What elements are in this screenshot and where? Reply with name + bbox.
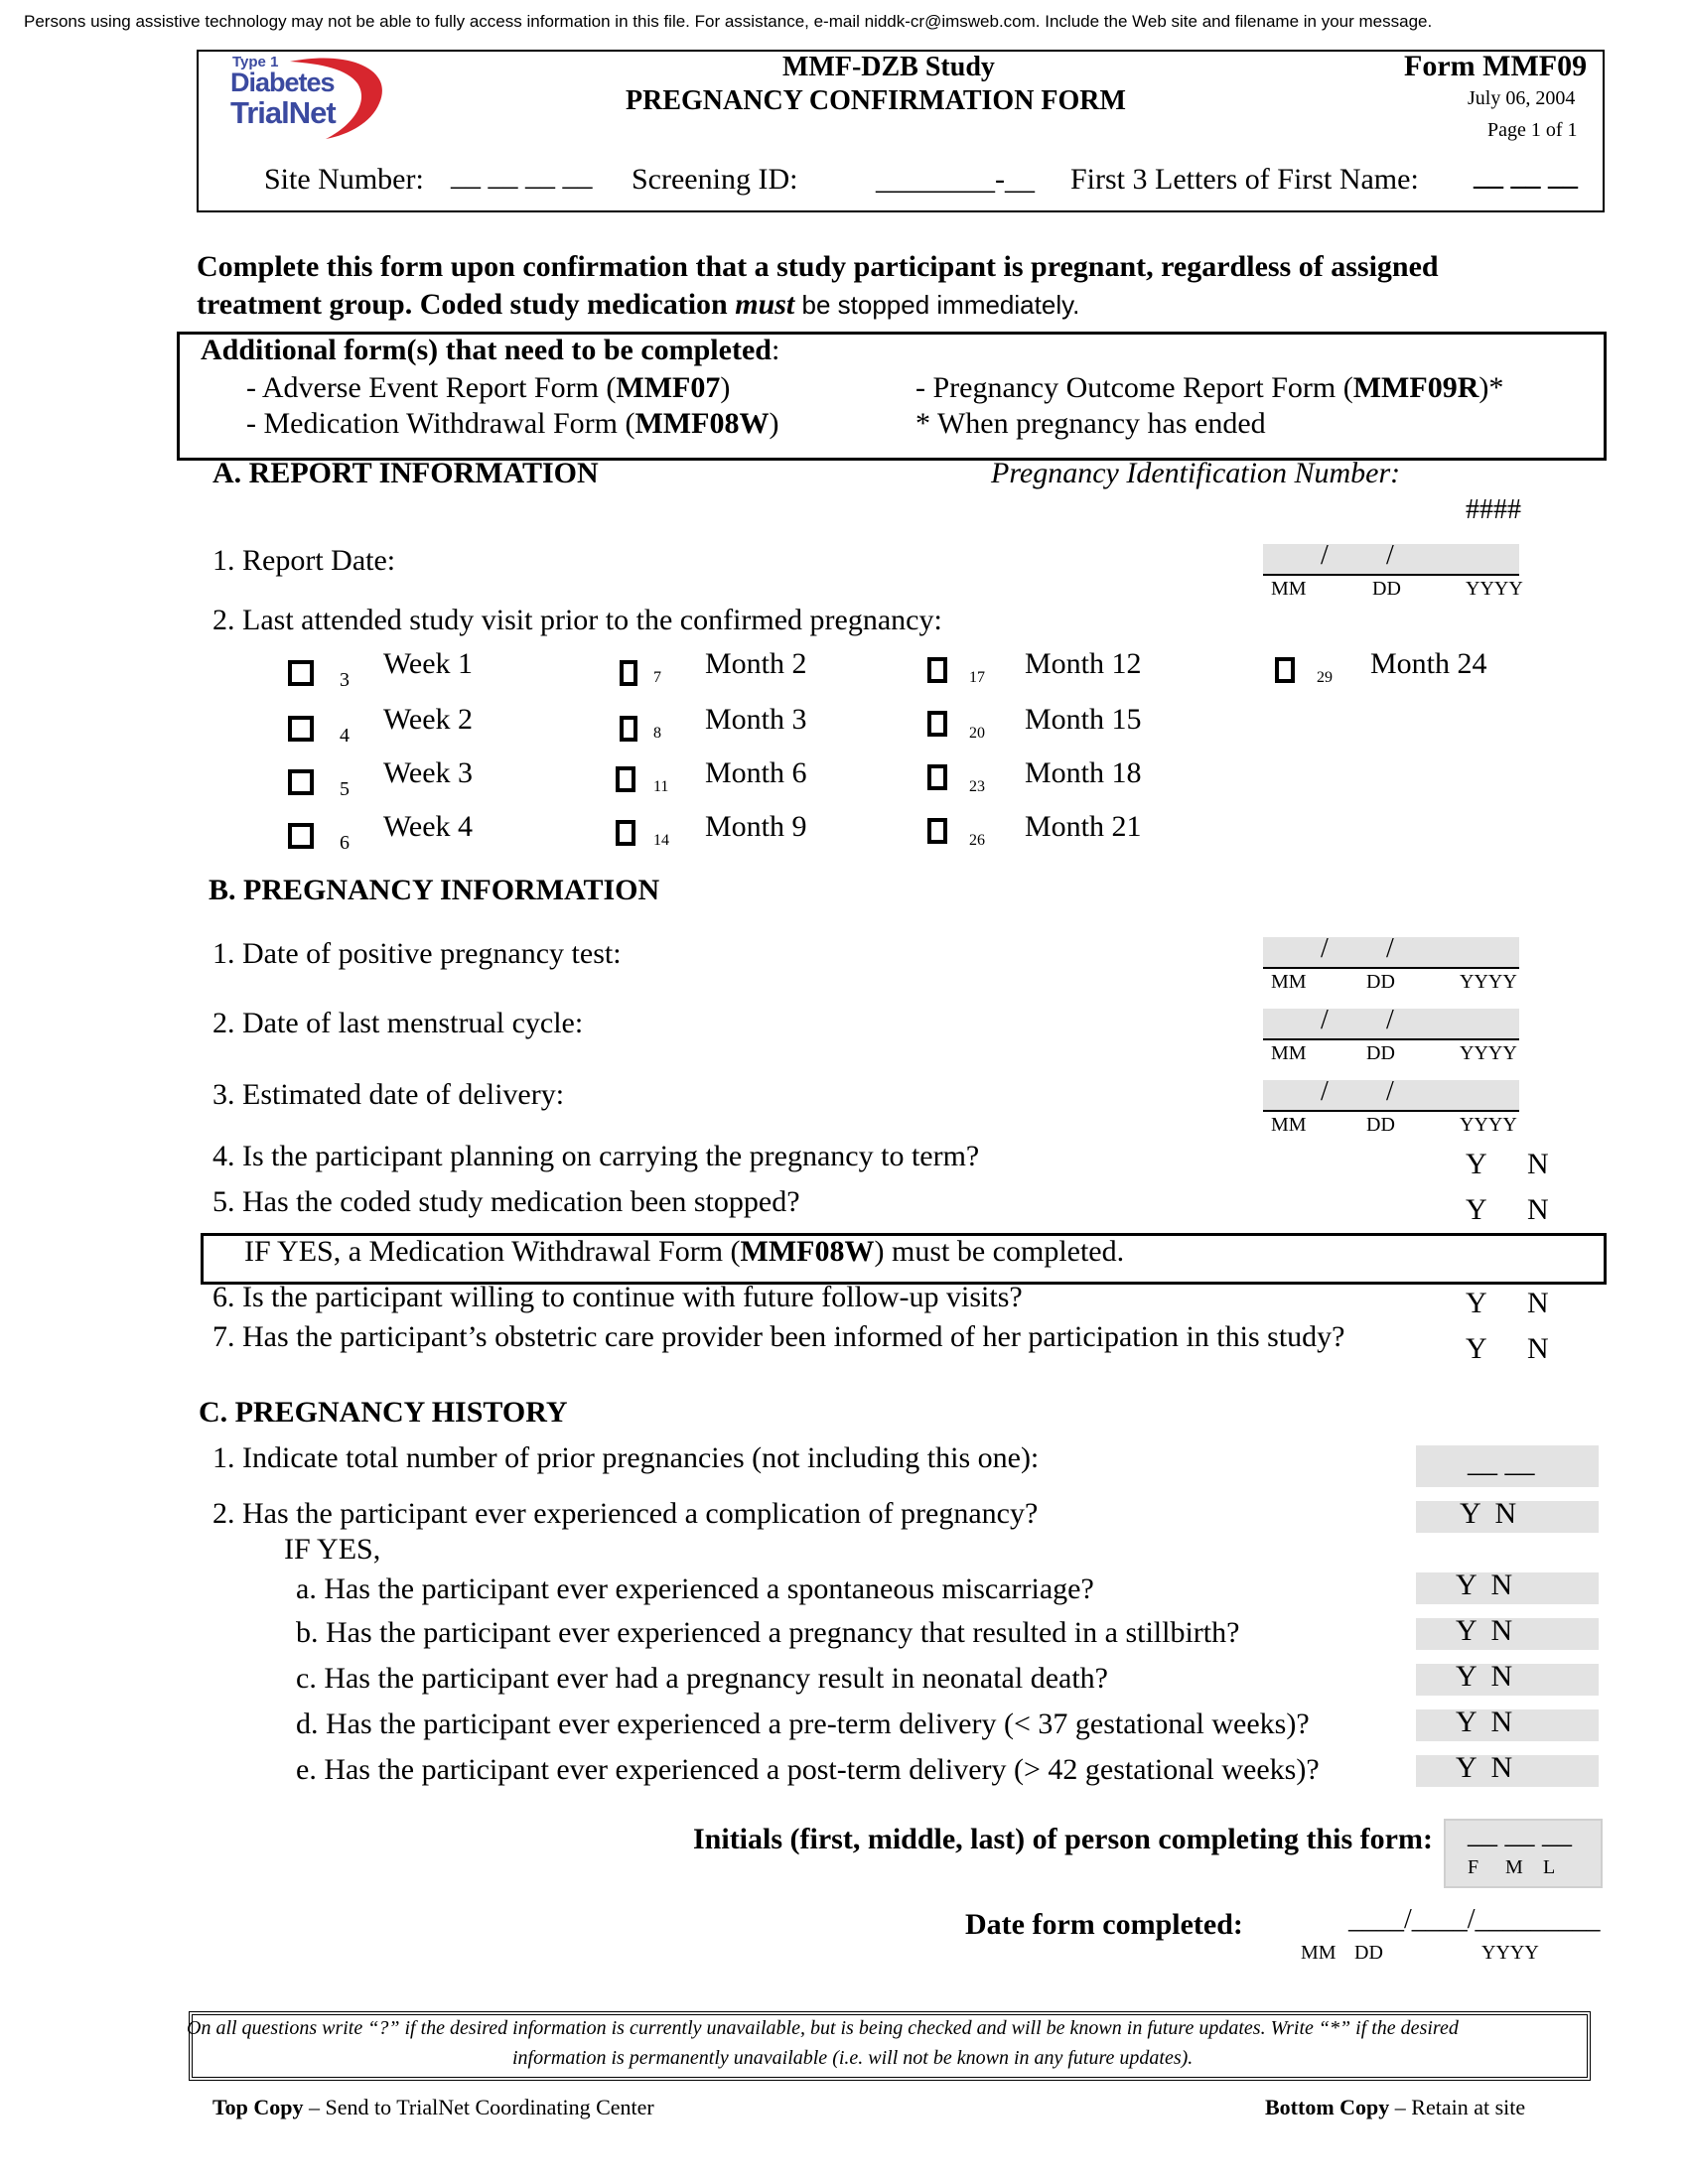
- visit-code: 29: [1317, 669, 1333, 686]
- logo-type1: Type 1: [232, 54, 279, 70]
- bottom-copy: Bottom Copy – Retain at site: [1265, 2095, 1526, 2119]
- pre-term-question: d. Has the participant ever experienced a pre-term delivery (< 37 gestational weeks)?: [296, 1707, 1310, 1740]
- visit-code: 8: [653, 725, 661, 742]
- miscarriage-question: a. Has the participant ever experienced a spontaneous miscarriage?: [296, 1572, 1094, 1605]
- date-yyyy: YYYY: [1460, 971, 1517, 993]
- report-date-sep1: /: [1321, 540, 1329, 571]
- checkbox-month-9[interactable]: [616, 820, 635, 846]
- stillbirth-question: b. Has the participant ever experienced a pregnancy that resulted in a stillbirth?: [296, 1616, 1240, 1649]
- header-bottom-rule: [197, 210, 1605, 212]
- initials-label: Initials (first, middle, last) of person completing this form:: [693, 1823, 1433, 1855]
- date-sep: /: [1386, 933, 1394, 964]
- additional-adverse-event: - Adverse Event Report Form (MMF07): [246, 371, 731, 404]
- pregnancy-id-value: ####: [1466, 494, 1521, 525]
- yes-option[interactable]: Y: [1466, 1148, 1487, 1180]
- date-yyyy: YYYY: [1460, 1042, 1517, 1064]
- initials-l: L: [1543, 1856, 1556, 1878]
- date-sep: /: [1321, 1076, 1329, 1107]
- prior-pregnancies-blank: __ __: [1468, 1445, 1535, 1478]
- date-mm: MM: [1271, 1114, 1307, 1136]
- prior-pregnancies-question: 1. Indicate total number of prior pregnancies (not including this one):: [212, 1441, 1040, 1474]
- last-menstrual-label: 2. Date of last menstrual cycle:: [212, 1007, 584, 1039]
- site-number-label: Site Number:: [264, 163, 424, 196]
- visit-label: Week 4: [383, 810, 474, 843]
- report-date-yyyy: YYYY: [1466, 578, 1523, 600]
- visit-label: Month 24: [1370, 647, 1487, 680]
- yn-label: Y N: [1456, 1660, 1513, 1693]
- instructions-line2-rest: be stopped immediately.: [794, 290, 1080, 320]
- visit-label: Week 1: [383, 647, 474, 680]
- date-mm: MM: [1271, 971, 1307, 993]
- visit-code: 6: [340, 832, 350, 854]
- checkbox-month-15[interactable]: [927, 711, 947, 737]
- visit-label: Month 15: [1025, 703, 1142, 736]
- date-dd: DD: [1366, 971, 1395, 993]
- complication-question: 2. Has the participant ever experienced a complication of pregnancy?: [212, 1497, 1039, 1530]
- report-date-dd: DD: [1372, 578, 1401, 600]
- instructions-line2-bold: treatment group. Coded study medication: [197, 288, 736, 321]
- site-number-field[interactable]: __ __ __ __: [451, 159, 593, 192]
- medication-stopped-question: 5. Has the coded study medication been stopped?: [212, 1185, 800, 1218]
- visit-label: Month 21: [1025, 810, 1142, 843]
- if-yes-label: IF YES,: [284, 1533, 381, 1566]
- date-sep: /: [1321, 933, 1329, 964]
- visit-code: 4: [340, 725, 350, 747]
- report-date-mm: MM: [1271, 578, 1307, 600]
- date-sep: /: [1386, 1076, 1394, 1107]
- page-number: Page 1 of 1: [1487, 119, 1578, 141]
- visit-label: Week 3: [383, 756, 474, 789]
- trialnet-logo: [230, 52, 389, 141]
- complication-yn-label: Y N: [1460, 1497, 1517, 1530]
- checkbox-month-6[interactable]: [616, 766, 635, 792]
- yn-label: Y N: [1456, 1706, 1513, 1738]
- visit-label: Month 2: [705, 647, 807, 680]
- initials-f: F: [1468, 1856, 1479, 1878]
- date-dd: DD: [1366, 1114, 1395, 1136]
- form-title: PREGNANCY CONFIRMATION FORM: [626, 85, 1126, 116]
- checkbox-month-2[interactable]: [620, 660, 637, 686]
- checkbox-month-24[interactable]: [1275, 657, 1295, 683]
- positive-test-label: 1. Date of positive pregnancy test:: [212, 937, 622, 970]
- date-sep: /: [1386, 1005, 1394, 1035]
- instructions-line2: [197, 288, 1079, 322]
- no-option[interactable]: N: [1527, 1193, 1549, 1226]
- checkbox-week-1[interactable]: [288, 660, 314, 686]
- additional-med-withdrawal: - Medication Withdrawal Form (MMF08W): [246, 407, 779, 440]
- first-name-label: First 3 Letters of First Name:: [1070, 163, 1419, 196]
- visit-label: Month 9: [705, 810, 807, 843]
- checkbox-month-3[interactable]: [620, 716, 637, 742]
- section-c-title: C. PREGNANCY HISTORY: [199, 1396, 568, 1429]
- visit-code: 26: [969, 832, 985, 849]
- pregnancy-id-label: Pregnancy Identification Number:: [991, 457, 1401, 489]
- initials-blank: __ __ __: [1468, 1817, 1572, 1849]
- follow-up-question: 6. Is the participant willing to continue with future follow-up visits?: [212, 1281, 1023, 1313]
- checkbox-month-12[interactable]: [927, 657, 947, 683]
- yn-label: Y N: [1456, 1614, 1513, 1647]
- accessibility-notice: Persons using assistive technology may not be able to fully access information in this file. For assistance, e-mail niddk-cr@imsweb.com. Include the Web site and filename in your message.: [24, 12, 1433, 31]
- form-date: July 06, 2004: [1468, 87, 1576, 109]
- report-date-label: 1. Report Date:: [212, 544, 396, 577]
- report-date-sep2: /: [1386, 540, 1394, 571]
- last-visit-label: 2. Last attended study visit prior to the confirmed pregnancy:: [212, 604, 942, 636]
- date-completed-dd: DD: [1354, 1942, 1383, 1964]
- visit-code: 14: [653, 832, 669, 849]
- checkbox-week-4[interactable]: [288, 823, 314, 849]
- footer-note-line2: information is permanently unavailable (i.e. will not be known in any future updates).: [512, 2047, 1194, 2069]
- instructions-must: must: [735, 288, 795, 321]
- logo-diabetes: Diabetes: [230, 68, 335, 97]
- visit-label: Month 18: [1025, 756, 1142, 789]
- neonatal-death-question: c. Has the participant ever had a pregnancy result in neonatal death?: [296, 1662, 1108, 1695]
- checkbox-month-21[interactable]: [927, 818, 947, 844]
- yes-option[interactable]: Y: [1466, 1287, 1487, 1319]
- yn-label: Y N: [1456, 1569, 1513, 1601]
- checkbox-week-3[interactable]: [288, 769, 314, 795]
- date-yyyy: YYYY: [1460, 1114, 1517, 1136]
- date-completed-label: Date form completed:: [965, 1908, 1243, 1941]
- date-completed-yyyy: YYYY: [1481, 1942, 1539, 1964]
- screening-id-field[interactable]: ________-__: [876, 163, 1035, 196]
- date-completed-field[interactable]: ____/____/_________: [1348, 1904, 1601, 1935]
- visit-label: Month 3: [705, 703, 807, 736]
- visit-code: 3: [340, 669, 350, 691]
- date-mm: MM: [1271, 1042, 1307, 1064]
- additional-forms-heading: Additional form(s) that need to be completed:: [201, 334, 780, 366]
- logo-trialnet: TrialNet: [230, 95, 336, 130]
- additional-pregnancy-outcome: - Pregnancy Outcome Report Form (MMF09R)*: [915, 371, 1504, 404]
- additional-footnote: * When pregnancy has ended: [915, 407, 1266, 440]
- section-a-title: A. REPORT INFORMATION: [212, 457, 599, 489]
- yes-option[interactable]: Y: [1466, 1332, 1487, 1365]
- carry-to-term-question: 4. Is the participant planning on carrying the pregnancy to term?: [212, 1140, 980, 1172]
- yes-option[interactable]: Y: [1466, 1193, 1487, 1226]
- checkbox-week-2[interactable]: [288, 716, 314, 742]
- form-code: Form MMF09: [1404, 50, 1588, 82]
- screening-id-label: Screening ID:: [632, 163, 798, 196]
- date-sep: /: [1321, 1005, 1329, 1035]
- no-option[interactable]: N: [1527, 1332, 1549, 1365]
- visit-label: Week 2: [383, 703, 474, 736]
- top-copy: Top Copy – Send to TrialNet Coordinating Center: [212, 2095, 654, 2119]
- estimated-delivery-label: 3. Estimated date of delivery:: [212, 1078, 565, 1111]
- footer-note-line1: On all questions write “?” if the desired information is currently unavailable, but is being checked and will be known in future updates. Write “*” if the desired: [187, 2017, 1459, 2039]
- study-name: MMF-DZB Study: [782, 52, 995, 82]
- visit-code: 17: [969, 669, 985, 686]
- initials-m: M: [1505, 1856, 1523, 1878]
- no-option[interactable]: N: [1527, 1287, 1549, 1319]
- first-name-field[interactable]: __ __ __: [1474, 159, 1578, 192]
- visit-label: Month 6: [705, 756, 807, 789]
- if-yes-note: IF YES, a Medication Withdrawal Form (MMF08W) must be completed.: [244, 1235, 1125, 1268]
- visit-code: 7: [653, 669, 661, 686]
- visit-code: 11: [653, 778, 669, 795]
- instructions-line1: Complete this form upon confirmation that a study participant is pregnant, regardless of assigned: [197, 250, 1439, 283]
- visit-code: 5: [340, 778, 350, 800]
- date-dd: DD: [1366, 1042, 1395, 1064]
- care-provider-question: 7. Has the participant’s obstetric care provider been informed of her participation in this study?: [212, 1320, 1345, 1353]
- visit-label: Month 12: [1025, 647, 1142, 680]
- section-b-title: B. PREGNANCY INFORMATION: [209, 874, 660, 906]
- no-option[interactable]: N: [1527, 1148, 1549, 1180]
- date-completed-mm: MM: [1301, 1942, 1336, 1964]
- visit-code: 23: [969, 778, 985, 795]
- visit-code: 20: [969, 725, 985, 742]
- checkbox-month-18[interactable]: [927, 764, 947, 790]
- yn-label: Y N: [1456, 1751, 1513, 1784]
- post-term-question: e. Has the participant ever experienced a post-term delivery (> 42 gestational weeks)?: [296, 1753, 1320, 1786]
